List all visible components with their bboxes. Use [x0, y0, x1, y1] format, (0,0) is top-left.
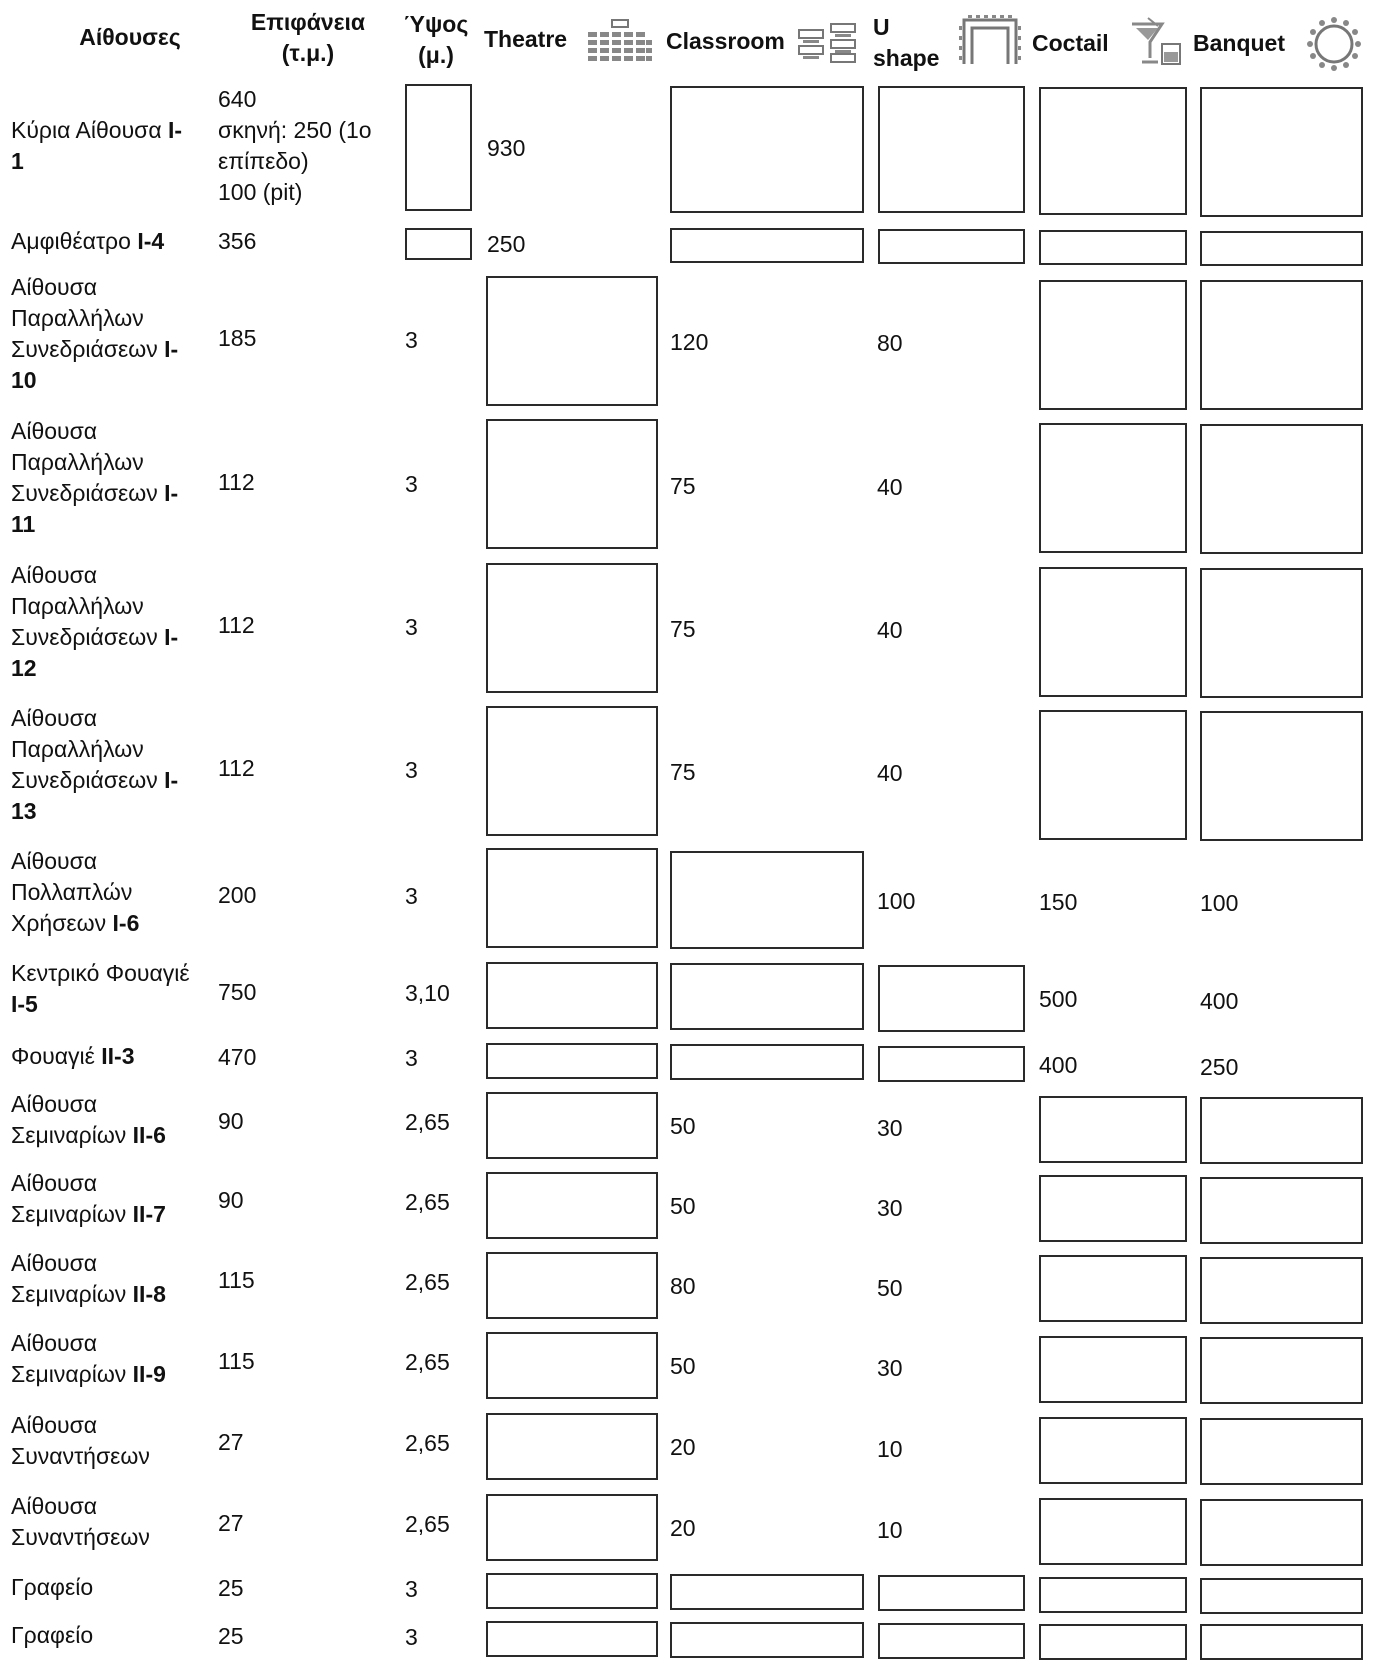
empty-cell	[486, 1621, 658, 1657]
classroom-tables-icon	[797, 22, 861, 64]
ushape-capacity: 100	[877, 888, 916, 914]
empty-cell	[1039, 423, 1187, 553]
empty-cell	[670, 851, 864, 949]
empty-cell	[1039, 1336, 1187, 1403]
ushape-capacity: 40	[877, 617, 903, 643]
empty-cell	[1039, 1624, 1187, 1660]
room-name-line2: Πολλαπλών	[11, 879, 133, 905]
classroom-capacity: 50	[670, 1353, 696, 1379]
room-name	[11, 1041, 135, 1072]
empty-cell	[1039, 1175, 1187, 1242]
coctail-capacity: 150	[1039, 889, 1078, 915]
height-value: 3	[405, 614, 418, 640]
room-code: 13	[11, 798, 37, 824]
empty-cell	[486, 1252, 658, 1319]
empty-cell	[1200, 1578, 1363, 1614]
ushape-capacity: 10	[877, 1436, 903, 1462]
ushape-capacity: 30	[877, 1115, 903, 1141]
empty-cell	[405, 228, 472, 260]
room-name-text: Συνεδριάσεων	[11, 624, 165, 650]
empty-cell	[1039, 1577, 1187, 1613]
room-name	[11, 1199, 166, 1230]
room-name-line1: Αίθουσα	[11, 1330, 98, 1356]
header-classroom: Classroom	[666, 28, 785, 54]
area-value: 90	[218, 1187, 244, 1213]
classroom-capacity: 120	[670, 329, 709, 355]
empty-cell	[1200, 568, 1363, 698]
room-name-text: Χρήσεων	[11, 910, 113, 936]
empty-cell	[1200, 280, 1363, 410]
ushape-capacity: 50	[877, 1275, 903, 1301]
room-name-line1: Αίθουσα	[11, 705, 98, 731]
empty-cell	[1200, 1624, 1363, 1660]
room-code: Ι-	[168, 117, 183, 143]
area-value: 25	[218, 1623, 244, 1649]
u-shape-icon	[958, 14, 1022, 66]
empty-cell	[1200, 1177, 1363, 1244]
empty-cell	[486, 848, 658, 948]
height-value: 2,65	[405, 1189, 450, 1215]
room-name-line2: Παραλλήλων	[11, 305, 144, 331]
room-code: 10	[11, 367, 37, 393]
room-name-line1: Γραφείο	[11, 1574, 94, 1600]
height-value: 3	[405, 757, 418, 783]
classroom-capacity: 75	[670, 616, 696, 642]
room-name	[11, 908, 139, 939]
room-name	[11, 226, 164, 257]
ushape-capacity: 10	[877, 1517, 903, 1543]
room-name-text: Συνεδριάσεων	[11, 336, 165, 362]
empty-cell	[1200, 1097, 1363, 1164]
room-name-line1: Γραφείο	[11, 1622, 94, 1648]
area-value: 185	[218, 325, 257, 351]
area-value: 750	[218, 979, 257, 1005]
area-value: 25	[218, 1575, 244, 1601]
room-name-line1: Αίθουσα	[11, 1170, 98, 1196]
height-value: 3	[405, 471, 418, 497]
empty-cell	[486, 419, 658, 549]
classroom-capacity: 20	[670, 1434, 696, 1460]
empty-cell	[878, 1575, 1025, 1611]
banquet-capacity: 400	[1200, 988, 1239, 1014]
empty-cell	[486, 1092, 658, 1159]
empty-cell	[1200, 1257, 1363, 1324]
empty-cell	[878, 965, 1025, 1032]
empty-cell	[1039, 710, 1187, 840]
area-value: 640	[218, 86, 257, 112]
coctail-capacity: 500	[1039, 986, 1078, 1012]
empty-cell	[670, 1574, 864, 1610]
room-name-text: Συνεδριάσεων	[11, 480, 165, 506]
empty-cell	[878, 1046, 1025, 1082]
area-value: 470	[218, 1044, 257, 1070]
theatre-capacity: 930	[487, 135, 526, 161]
banquet-capacity: 100	[1200, 890, 1239, 916]
room-code: ΙΙ-6	[132, 1122, 166, 1148]
empty-cell	[670, 1622, 864, 1658]
empty-cell	[486, 1172, 658, 1239]
theatre-capacity: 250	[487, 231, 526, 257]
area-value: 27	[218, 1429, 244, 1455]
room-name-text: Σεμιναρίων	[11, 1122, 133, 1148]
classroom-capacity: 75	[670, 473, 696, 499]
empty-cell	[1039, 1417, 1187, 1484]
banquet-capacity: 250	[1200, 1054, 1239, 1080]
empty-cell	[1039, 87, 1187, 215]
room-name-line1: Αίθουσα	[11, 418, 98, 444]
room-code: ΙΙ-9	[132, 1361, 166, 1387]
empty-cell	[486, 962, 658, 1029]
header-banquet: Banquet	[1193, 30, 1285, 56]
room-name	[11, 1120, 166, 1151]
room-code: 11	[11, 511, 36, 537]
area-value: 115	[218, 1267, 255, 1293]
room-name-text: Σεμιναρίων	[11, 1201, 133, 1227]
room-code: Ι-5	[11, 991, 38, 1017]
header-coctail: Coctail	[1032, 30, 1109, 56]
area-stage: σκηνή: 250 (1ο	[218, 117, 372, 143]
header-height-line2: (μ.)	[418, 42, 454, 68]
empty-cell	[878, 229, 1025, 264]
height-value: 3	[405, 327, 418, 353]
area-value: 112	[218, 612, 255, 638]
room-code: ΙΙ-8	[132, 1281, 166, 1307]
empty-cell	[486, 1494, 658, 1561]
area-pit: 100 (pit)	[218, 179, 303, 205]
room-name-text: Φουαγιέ	[11, 1043, 102, 1069]
ushape-capacity: 80	[877, 330, 903, 356]
ushape-capacity: 40	[877, 760, 903, 786]
area-value: 27	[218, 1510, 244, 1536]
area-value: 112	[218, 755, 255, 781]
empty-cell	[486, 276, 658, 406]
room-name	[11, 765, 178, 796]
room-code: Ι-	[164, 767, 179, 793]
empty-cell	[1039, 567, 1187, 697]
empty-cell	[486, 1043, 658, 1079]
height-value: 3	[405, 1576, 418, 1602]
area-value: 356	[218, 228, 257, 254]
empty-cell	[486, 1332, 658, 1399]
room-code: Ι-4	[137, 228, 165, 254]
height-value: 2,65	[405, 1269, 450, 1295]
room-name	[11, 1279, 166, 1310]
header-area-line1: Επιφάνεια	[250, 9, 366, 35]
room-name-line1: Αίθουσα	[11, 274, 98, 300]
room-name-line1: Αίθουσα	[11, 1091, 98, 1117]
empty-cell	[1200, 424, 1363, 554]
empty-cell	[670, 228, 864, 263]
room-name-line1: Αίθουσα	[11, 1412, 98, 1438]
coctail-capacity: 400	[1039, 1052, 1078, 1078]
empty-cell	[670, 963, 864, 1030]
empty-cell	[1039, 1255, 1187, 1322]
area-value: 200	[218, 882, 257, 908]
room-name-text: Σεμιναρίων	[11, 1281, 133, 1307]
room-name	[11, 115, 182, 146]
height-value: 3	[405, 1624, 418, 1650]
header-area-line2: (τ.μ.)	[281, 40, 335, 66]
height-value: 2,65	[405, 1430, 450, 1456]
area-value: 90	[218, 1108, 244, 1134]
area-value: 112	[218, 469, 255, 495]
empty-cell	[670, 1044, 864, 1080]
classroom-capacity: 50	[670, 1113, 696, 1139]
classroom-capacity: 50	[670, 1193, 696, 1219]
height-value: 3	[405, 1045, 418, 1071]
room-code: 1	[11, 148, 24, 174]
empty-cell	[486, 1573, 658, 1609]
room-name-line1: Αίθουσα	[11, 562, 98, 588]
room-code: ΙΙ-7	[132, 1201, 166, 1227]
empty-cell	[1039, 280, 1187, 410]
room-name-line2: Παραλλήλων	[11, 449, 144, 475]
classroom-capacity: 80	[670, 1273, 696, 1299]
room-name-text: Κύρια Αίθουσα	[11, 117, 169, 143]
room-name-text: Σεμιναρίων	[11, 1361, 133, 1387]
header-theatre: Theatre	[484, 26, 568, 52]
room-code: Ι-	[164, 480, 179, 506]
height-value: 2,65	[405, 1349, 450, 1375]
ushape-capacity: 40	[877, 474, 903, 500]
height-value: 3	[405, 883, 418, 909]
empty-cell	[1039, 230, 1187, 265]
room-code: Ι-6	[112, 910, 140, 936]
empty-cell	[878, 86, 1025, 213]
area-stage-level: επίπεδο)	[218, 148, 309, 174]
room-name-line1: Κεντρικό Φουαγιέ	[11, 960, 190, 986]
room-name	[11, 478, 178, 509]
area-value: 115	[218, 1348, 255, 1374]
room-code: 12	[11, 655, 37, 681]
ushape-capacity: 30	[877, 1195, 903, 1221]
round-table-icon	[1306, 16, 1362, 72]
room-name-line2: Παραλλήλων	[11, 593, 144, 619]
empty-cell	[1200, 711, 1363, 841]
cocktail-glass-icon	[1128, 16, 1184, 68]
room-name	[11, 622, 178, 653]
header-ushape-line1: U	[873, 14, 890, 40]
empty-cell	[1200, 1418, 1363, 1485]
header-height-line1: Ύψος	[403, 11, 469, 37]
room-code: Ι-	[164, 624, 179, 650]
room-code: ΙΙ-3	[101, 1043, 135, 1069]
classroom-capacity: 75	[670, 759, 696, 785]
room-name-line1: Αίθουσα	[11, 848, 98, 874]
theatre-seating-icon	[586, 18, 654, 64]
height-value: 2,65	[405, 1511, 450, 1537]
room-name-line2: Παραλλήλων	[11, 736, 144, 762]
height-value: 2,65	[405, 1109, 450, 1135]
room-name-line1: Αίθουσα	[11, 1250, 98, 1276]
room-name-text: Συνεδριάσεων	[11, 767, 165, 793]
empty-cell	[486, 1413, 658, 1480]
empty-cell	[1039, 1498, 1187, 1565]
room-name	[11, 334, 178, 365]
height-value: 3,10	[405, 980, 450, 1006]
empty-cell	[1039, 1096, 1187, 1163]
room-code: Ι-	[164, 336, 179, 362]
header-ushape-line2: shape	[873, 45, 940, 71]
empty-cell	[878, 1623, 1025, 1659]
empty-cell	[670, 86, 864, 213]
room-name	[11, 1359, 166, 1390]
ushape-capacity: 30	[877, 1355, 903, 1381]
empty-cell	[1200, 1337, 1363, 1404]
empty-cell	[1200, 87, 1363, 217]
room-name-text: Αμφιθέατρο	[11, 228, 138, 254]
empty-cell	[405, 84, 472, 211]
empty-cell	[1200, 231, 1363, 266]
room-name-line2: Συναντήσεων	[11, 1443, 150, 1469]
empty-cell	[486, 706, 658, 836]
empty-cell	[1200, 1499, 1363, 1566]
empty-cell	[486, 563, 658, 693]
room-name-line2: Συναντήσεων	[11, 1524, 150, 1550]
header-rooms: Αίθουσες	[79, 24, 181, 50]
room-name-line1: Αίθουσα	[11, 1493, 98, 1519]
classroom-capacity: 20	[670, 1515, 696, 1541]
